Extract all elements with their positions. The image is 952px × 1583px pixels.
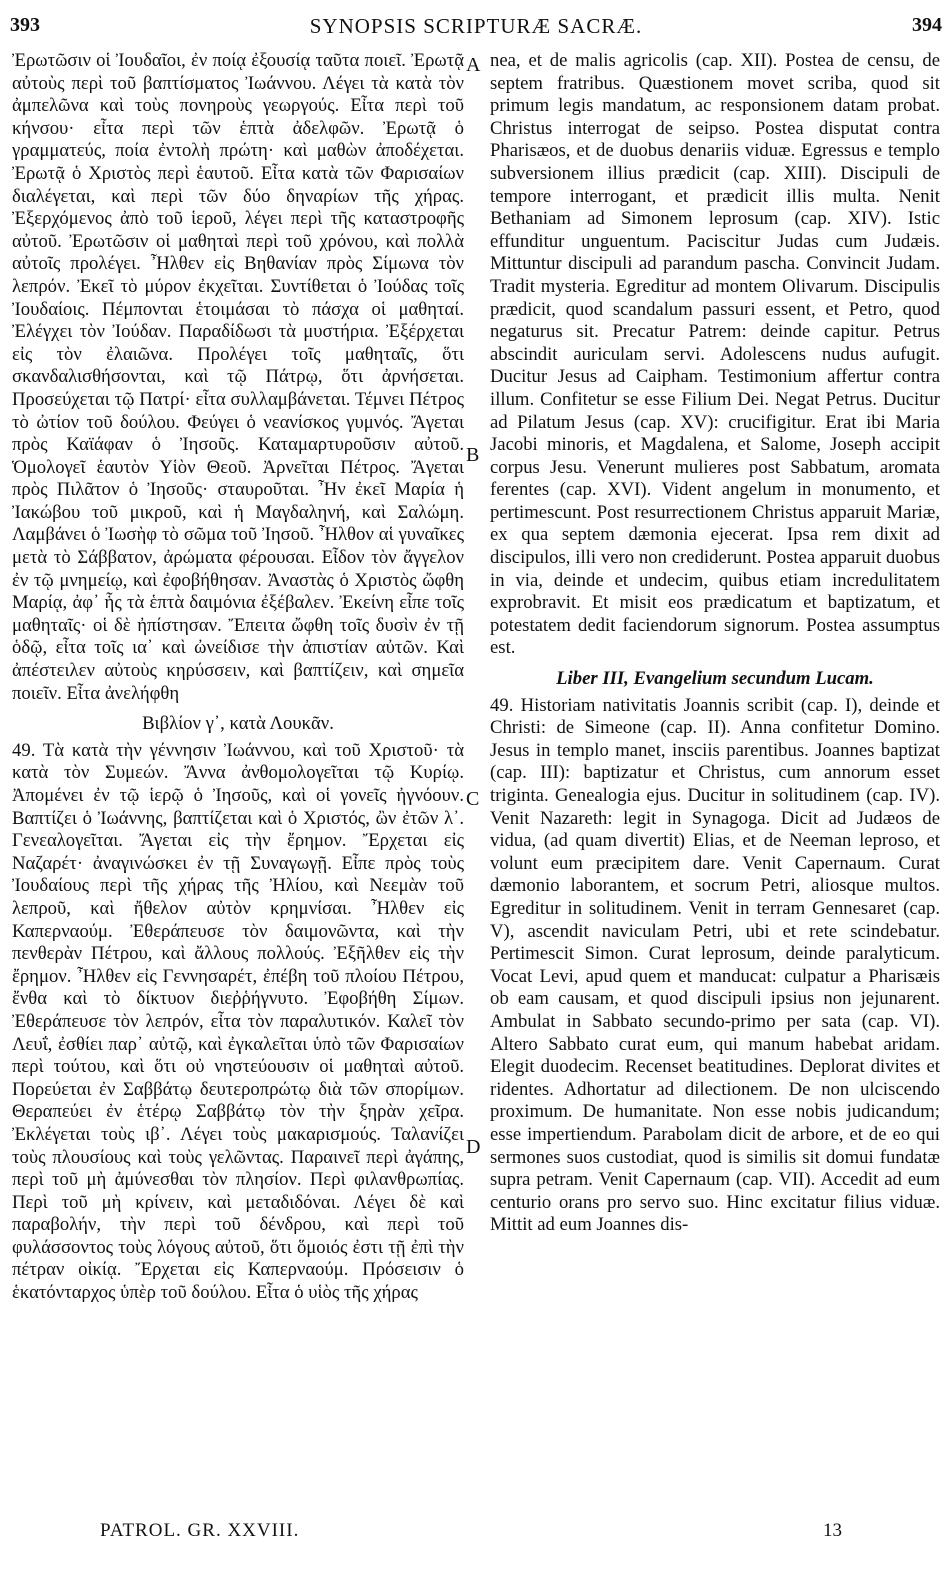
page-number-left: 393 — [10, 14, 40, 36]
greek-column — [12, 50, 464, 1305]
greek-section-heading: Βιβλίον γ᾽, κατὰ Λουκᾶν. — [142, 713, 334, 735]
greek-paragraph-mark: Ἐρωτῶσιν οἱ Ἰουδαῖοι, ἐν ποίᾳ ἐξουσίᾳ ταῦτα ποιεῖ. Ἐρωτᾷ αὐτοὺς περὶ τοῦ βαπτίσματος Ἰωάννου. Λέγει τὰ κατὰ τὸν ἀμπελῶνα καὶ τοὺς πονηροὺς γεωργούς. Εἶτα περὶ τοῦ κήνσου· εἶτα περὶ τῶν ἑπτὰ ἀδελφῶν. Ἐρωτᾷ ὁ γραμματεύς, ποία ἐντολὴ πρώτη· καὶ μαθὼν ἀποδέχεται. Ἐρωτᾷ ὁ Χριστὸς περὶ ἑαυτοῦ. Εἶτα κατὰ τῶν Φαρισαίων διαλέγεται, καὶ περὶ τῶν δύο δηναρίων τῆς χήρας. Ἐξερχόμενος ἀπὸ τοῦ ἱεροῦ, λέγει περὶ τῆς καταστροφῆς αὐτοῦ. Ἐρωτῶσιν οἱ μαθηταὶ περὶ τοῦ χρόνου, καὶ πολλὰ αὐτοῖς προλέγει. Ἦλθεν εἰς Βηθανίαν πρὸς Σίμωνα τὸν λεπρόν. Ἐκεῖ τὸ μύρον ἐκχεῖται. Συντίθεται ὁ Ἰούδας τοῖς Ἰουδαίοις. Πέμπονται ἑτοιμάσαι τὸ πάσχα οἱ μαθηταί. Ἐλέγχει τὸν Ἰούδαν. Παραδίδωσι τὰ μυστήρια. Ἐξέρχεται εἰς τὸν ἐλαιῶνα. Προλέγει τοῖς μαθηταῖς, ὅτι σκανδαλισθήσονται, καὶ τῷ Πάτρῳ, ὅτι ἀρνήσεται. Προσεύχεται τῷ Πατρί· εἶτα συλλαμβάνεται. Τέμνει Πέτρος τὸ ὠτίον τοῦ δούλου. Φεύγει ὁ νεανίσκος γυμνός. Ἄγεται πρὸς Καϊάφαν ὁ Ἰησοῦς. Καταμαρτυροῦσιν αὐτοῦ. Ὁμολογεῖ ἑαυτὸν Υἱὸν Θεοῦ. Ἀρνεῖται Πέτρος. Ἄγεται πρὸς Πιλᾶτον ὁ Ἰησοῦς· σταυροῦται. Ἦν ἐκεῖ Μαρία ἡ Ἰακώβου τοῦ μικροῦ, καὶ ἡ Μαγδαληνή, καὶ Σαλώμη. Λαμβάνει ὁ Ἰωσὴφ τὸ σῶμα τοῦ Ἰησοῦ. Ἦλθον αἱ γυναῖκες μετὰ τὸ Σάββατον, ἀρώματα φέρουσαι. Εἶδον τὸν ἄγγελον ἐν τῷ μνημείῳ, καὶ ἐφοβήθησαν. Ἀναστὰς ὁ Χριστὸς ὤφθη Μαρίᾳ, ἀφ᾽ ἧς τὰ ἑπτὰ δαιμόνια ἐξέβαλεν. Ἐκείνη εἶπε τοῖς μαθηταῖς· οἱ δὲ ἠπίστησαν. Ἔπειτα ὤφθη τοῖς δυσὶν ἐν τῇ ὁδῷ, εἶτα τοῖς ια᾽ καὶ ὠνείδισε τὴν ἀπιστίαν αὐτῶν. Καὶ ἀπέστειλεν αὐτοὺς κηρύσσειν, καὶ βαπτίζειν, καὶ σημεῖα ποιεῖν. Εἶτα ἀνελήφθη — [12, 50, 464, 704]
latin-paragraph-mark: nea, et de malis agricolis (cap. XII). Postea de censu, de septem fratribus. Quæstionem movet scriba, quod sit primum legis mandatum, ac responsionem datam probat. Christus interrogat de seipso. Postea disputat contra Pharisæos, et de duobus denariis viduæ. Egressus e templo subversionem illius prædicit (cap. XIII). Discipuli de tempore interrogant, et prædicit illis multa. Nenit Bethaniam ad Simonem leprosum (cap. XIV). Istic effunditur unguentum. Paciscitur Judas cum Judæis. Mittuntur discipuli ad parandum pascha. Convincit Judam. Tradit mysteria. Egreditur ad montem Olivarum. Discipulis prædicit, quod scandalum passuri essent, et Petro, quod negaturus sit. Precatur Patrem: deinde capitur. Petrus abscindit auriculam servi. Adolescens nudus aufugit. Ducitur Jesus ad Caipham. Testimonium affertur contra illum. Confitetur se esse Filium Dei. Negat Petrus. Ducitur ad Pilatum Jesus (cap. XV): crucifigitur. Erat ibi Maria Jacobi minoris, et Magdalena, et Salome, Joseph accipit corpus Jesu. Venerunt mulieres post Sabbatum, aromata ferentes (cap. XVI). Vident angelum in monumento, et pertimescunt. Post resurrectionem Christus apparuit Mariæ, ex qua septem dæmonia ejecerat. Ipsa rem dixit ad discipulos, illi vero non crediderunt. Postea apparuit duobus in via, deinde et undecim, quibus etiam incredulitatem exprobravit. Et misit eos prædicatum et baptizatum, et potestatem dedit faciendorum signorum. Postea assumptus est. — [490, 50, 940, 659]
latin-column — [490, 50, 940, 1237]
page-number-right: 394 — [912, 14, 942, 36]
margin-marker-c: C — [466, 788, 480, 810]
volume-signature: PATROL. GR. XXVIII. — [100, 1520, 300, 1541]
gathering-number: 13 — [823, 1520, 842, 1541]
margin-marker-b: B — [466, 444, 480, 466]
greek-paragraph-luke: 49. Τὰ κατὰ τὴν γέννησιν Ἰωάννου, καὶ τοῦ Χριστοῦ· τὰ κατὰ τὸν Συμεών. Ἄννα ἀνθομολογεῖται τῷ Κυρίῳ. Ἀπομένει ἐν τῷ ἱερῷ ὁ Ἰησοῦς, καὶ οἱ γονεῖς ἠγνόουν. Βαπτίζει ὁ Ἰωάννης, βαπτίζεται καὶ ὁ Χριστός, ὢν ἐτῶν λ᾽. Γενεαλογεῖται. Ἄγεται εἰς τὴν ἔρημον. Ἔρχεται εἰς Ναζαρέτ· ἀναγινώσκει ἐν τῇ Συναγωγῇ. Εἶπε πρὸς τοὺς Ἰουδαίους περὶ τῆς χήρας τῆς Ἠλίου, καὶ Νεεμὰν τοῦ λεπροῦ, καὶ ἤθελον αὐτὸν κρημνίσαι. Ἦλθεν εἰς Καπερναούμ. Ἐθεράπευσε τὸν δαιμονῶντα, καὶ τὴν πενθερὰν Πέτρου, καὶ ἄλλους πολλούς. Ἐξῆλθεν εἰς τὴν ἔρημον. Ἦλθεν εἰς Γεννησαρέτ, ἐπέβη τοῦ πλοίου Πέτρου, ἔνθα καὶ τὸ δίκτυον διεῤῥήγνυτο. Ἐφοβήθη Σίμων. Ἐθεράπευσε τὸν λεπρόν, εἶτα τὸν παραλυτικόν. Καλεῖ τὸν Λευΐ, ἐσθίει παρ᾽ αὐτῷ, καὶ ἐγκαλεῖται ὑπὸ τῶν Φαρισαίων περὶ τούτου, καὶ ὅτι οὐ νηστεύουσιν οἱ μαθηταὶ αὐτοῦ. Πορεύεται ἐν Σαββάτῳ δευτεροπρώτῳ διὰ τῶν σπορίμων. Θεραπεύει ἐν ἑτέρῳ Σαββάτῳ τὸν τὴν ξηρὰν χεῖρα. Ἐκλέγεται τοὺς ιβ᾽. Λέγει τοὺς μακαρισμούς. Ταλανίζει τοὺς πλουσίους καὶ τοὺς γελῶντας. Παραινεῖ περὶ ἀγάπης, περὶ τοῦ μὴ ἀμύνεσθαι τὸν πλησίον. Περὶ φιλανθρωπίας. Περὶ τοῦ μὴ κρίνειν, καὶ μεταδιδόναι. Λέγει δὲ καὶ παραβολήν, τὴν περὶ τοῦ δένδρου, καὶ περὶ τοῦ φυλάσσοντος τοὺς λόγους αὐτοῦ, ὅτι ὅμοιός ἐστι τῇ ἐπὶ τὴν πέτραν οἰκίᾳ. Ἔρχεται εἰς Καπερναούμ. Πρόσεισιν ὁ ἑκατόνταρχος ὑπὲρ τοῦ δούλου. Εἶτα ὁ υἱὸς τῆς χήρας — [12, 739, 464, 1304]
margin-marker-d: D — [466, 1136, 481, 1158]
page-footer — [10, 1520, 942, 1550]
latin-section-heading: Liber III, Evangelium secundum Lucam. — [556, 668, 874, 690]
running-title: SYNOPSIS SCRIPTURÆ SACRÆ. — [309, 14, 643, 38]
latin-paragraph-luke: 49. Historiam nativitatis Joannis scribit (cap. I), deinde et Christi: de Simeone (cap. II). Anna confitetur Domino. Jesus in templo manet, insciis parentibus. Joannes baptizat (cap. III): baptizatur et Christus, cum annorum esset triginta. Genealogia ejus. Ducitur in solitudinem (cap. IV). Venit Nazareth: legit in Synagoga. Dicit ad Judæos de vidua, (ad quam divertit) Elias, et de Neeman leproso, et volunt eum præcipitem dare. Venit Capernaum. Curat dæmonio laborantem, et socrum Petri, aliosque multos. Egreditur in solitudinem. Venit in terram Gennesaret (cap. V), ascendit naviculam Petri, ubi et rete scindebatur. Pertimescit Simon. Curat leprosum, deinde paralyticum. Vocat Levi, apud quem et manducat: culpatur a Pharisæis ob eam causam, et quod discipuli ipsius non jejunarent. Ambulat in Sabbato secundo-primo per sata (cap. VI). Altero Sabbato curat eum, qui manum habebat aridam. Elegit duodecim. Recenset beatitudines. Deplorat divites et ridentes. Adhortatur ad dilectionem. De non ulciscendo proximum. De humanitate. Non esse nobis judicandum; esse impertiendum. Parabolam dicit de arbore, et de eo qui sermones suos custodiat, quod is similis sit domui fundatæ supra petram. Venit Capernaum (cap. VII). Accedit ad eum centurio orans pro servo suo. Hinc excitatur filius viduæ. Mittit ad eum Joannes dis- — [490, 694, 940, 1236]
page-header — [10, 14, 942, 44]
margin-marker-a: A — [466, 54, 481, 76]
